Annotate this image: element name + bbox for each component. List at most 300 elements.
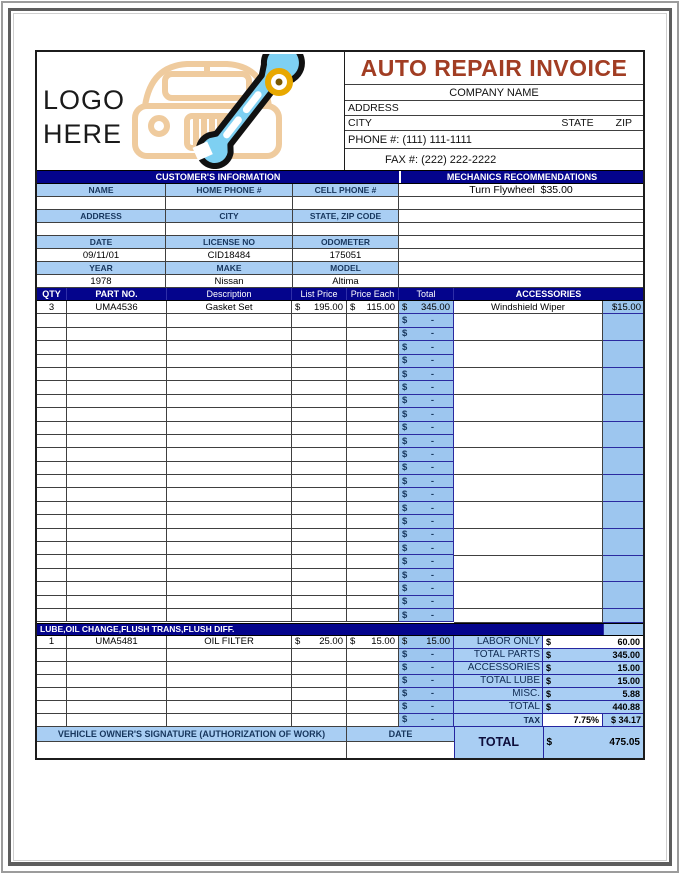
description-cell[interactable] [167, 555, 292, 568]
description-cell[interactable] [167, 515, 292, 528]
amount-value: - [430, 408, 434, 420]
currency-symbol: $ [402, 649, 408, 661]
accessory-price-cell[interactable] [603, 609, 643, 622]
qty-cell[interactable] [37, 529, 67, 542]
qty-cell[interactable] [37, 688, 67, 701]
part-no-header: PART NO. [67, 288, 167, 300]
accessory-empty-row [454, 395, 643, 422]
price-each-cell[interactable] [347, 448, 399, 461]
total-cell[interactable] [399, 301, 454, 314]
year-value-cell[interactable]: 1978 [37, 275, 166, 288]
currency-symbol: $ [402, 408, 408, 420]
total-cell[interactable] [399, 314, 454, 327]
model-value-cell[interactable]: Altima [293, 275, 399, 288]
mechanics-empty-cell[interactable] [399, 210, 643, 223]
description-cell[interactable] [167, 368, 292, 381]
qty-cell[interactable] [37, 596, 67, 609]
total-cell[interactable] [399, 714, 454, 727]
accessory-name-cell[interactable] [454, 448, 603, 475]
total-cell[interactable] [399, 569, 454, 582]
parts-header-band [37, 288, 643, 301]
currency-symbol: $ [402, 489, 408, 501]
signature-input-cell[interactable] [37, 742, 347, 758]
description-cell[interactable] [167, 675, 292, 688]
part-no-cell[interactable] [67, 435, 167, 448]
mechanics-empty-cell[interactable] [399, 236, 643, 249]
accessory-price-cell[interactable] [603, 556, 643, 583]
total-cell[interactable] [399, 355, 454, 368]
part-no-cell[interactable] [67, 675, 167, 688]
accessory-name-cell[interactable] [454, 582, 603, 609]
qty-cell[interactable] [37, 368, 67, 381]
list-price-cell[interactable] [292, 649, 347, 662]
total-cell[interactable] [399, 328, 454, 341]
license-label: LICENSE NO [166, 236, 293, 249]
list-price-cell[interactable] [292, 475, 347, 488]
description-cell[interactable] [167, 448, 292, 461]
list-price-cell[interactable] [292, 314, 347, 327]
qty-cell[interactable] [37, 714, 67, 727]
make-value-cell[interactable]: Nissan [166, 275, 293, 288]
qty-cell[interactable] [37, 435, 67, 448]
description-cell[interactable] [167, 569, 292, 582]
amount-value: - [430, 662, 434, 674]
list-price-cell[interactable] [292, 502, 347, 515]
list-price-cell[interactable] [292, 422, 347, 435]
description-cell[interactable] [167, 422, 292, 435]
mechanics-band: MECHANICS RECOMMENDATIONS [399, 171, 643, 183]
price-each-cell[interactable] [347, 596, 399, 609]
part-no-cell[interactable] [67, 596, 167, 609]
lube-empty-row [37, 701, 454, 714]
total-cell[interactable] [399, 675, 454, 688]
mechanics-empty-cell[interactable] [399, 275, 643, 288]
part-no-cell[interactable] [67, 475, 167, 488]
currency-symbol: $ [295, 636, 301, 648]
accessory-name-cell[interactable] [454, 529, 603, 556]
qty-cell[interactable]: 3 [37, 301, 67, 314]
description-cell[interactable] [167, 596, 292, 609]
accessory-name-cell[interactable]: Windshield Wiper [454, 301, 603, 314]
part-no-cell[interactable] [67, 328, 167, 341]
currency-symbol: $ [402, 341, 408, 353]
price-each-cell[interactable] [347, 395, 399, 408]
qty-cell[interactable] [37, 662, 67, 675]
qty-cell[interactable] [37, 328, 67, 341]
part-no-cell[interactable] [67, 649, 167, 662]
part-no-cell[interactable] [67, 422, 167, 435]
description-cell[interactable] [167, 488, 292, 501]
part-no-cell[interactable] [67, 542, 167, 555]
description-cell[interactable] [167, 341, 292, 354]
price-each-cell[interactable] [347, 301, 399, 314]
price-each-cell[interactable] [347, 355, 399, 368]
price-each-cell[interactable] [347, 488, 399, 501]
part-no-cell[interactable] [67, 569, 167, 582]
description-cell[interactable] [167, 609, 292, 622]
cell-phone-input-cell[interactable] [293, 197, 399, 210]
logo-line2: HERE [43, 118, 123, 149]
part-no-cell[interactable] [67, 381, 167, 394]
list-price-cell[interactable] [292, 328, 347, 341]
signature-input-row [37, 742, 454, 758]
qty-cell[interactable] [37, 502, 67, 515]
summary-value[interactable] [543, 662, 643, 675]
list-price-cell[interactable] [292, 701, 347, 714]
price-each-cell[interactable] [347, 609, 399, 622]
price-each-cell[interactable] [347, 701, 399, 714]
page-title: AUTO REPAIR INVOICE [360, 54, 628, 81]
price-each-cell[interactable] [347, 475, 399, 488]
qty-cell[interactable] [37, 448, 67, 461]
parts-empty-row [37, 328, 454, 341]
signature-label: VEHICLE OWNER'S SIGNATURE (AUTHORIZATION OF WORK) [37, 727, 347, 742]
total-cell[interactable] [399, 448, 454, 461]
price-each-cell[interactable] [347, 675, 399, 688]
list-price-cell[interactable] [292, 675, 347, 688]
price-each-cell[interactable] [347, 582, 399, 595]
amount-value: 15.00 [617, 662, 640, 673]
summary-value[interactable] [543, 636, 643, 649]
total-cell[interactable] [399, 688, 454, 701]
qty-cell[interactable] [37, 462, 67, 475]
total-cell[interactable] [399, 435, 454, 448]
mechanics-empty-cell[interactable] [399, 249, 643, 262]
description-cell[interactable]: Gasket Set [167, 301, 292, 314]
total-cell[interactable] [399, 649, 454, 662]
logo-box[interactable] [37, 52, 345, 170]
qty-cell[interactable] [37, 422, 67, 435]
currency-symbol: $ [402, 448, 408, 460]
price-each-cell[interactable] [347, 341, 399, 354]
currency-symbol: $ [402, 422, 408, 434]
accessory-price-cell[interactable] [603, 422, 643, 449]
total-cell[interactable] [399, 488, 454, 501]
price-each-cell[interactable] [347, 368, 399, 381]
odometer-value-cell[interactable]: 175051 [293, 249, 399, 262]
grand-total-value[interactable] [544, 727, 643, 758]
part-no-cell[interactable] [67, 448, 167, 461]
total-cell[interactable] [399, 422, 454, 435]
summary-value[interactable] [543, 688, 643, 701]
qty-cell[interactable] [37, 675, 67, 688]
price-each-cell[interactable] [347, 529, 399, 542]
mechanics-recommendation-cell[interactable]: Turn Flywheel $35.00 [399, 184, 643, 197]
price-each-cell[interactable] [347, 408, 399, 421]
total-cell[interactable] [399, 475, 454, 488]
qty-cell[interactable] [37, 555, 67, 568]
tax-amount-cell[interactable]: $ 34.17 [603, 714, 643, 727]
total-cell[interactable] [399, 408, 454, 421]
list-price-cell[interactable] [292, 596, 347, 609]
summary-value[interactable] [543, 649, 643, 662]
qty-cell[interactable] [37, 488, 67, 501]
summary-value[interactable] [543, 701, 643, 714]
total-cell[interactable] [399, 341, 454, 354]
list-price-cell[interactable] [292, 515, 347, 528]
list-price-header: List Price [292, 288, 347, 300]
amount-value: 15.00 [426, 636, 450, 648]
total-cell[interactable] [399, 395, 454, 408]
part-no-cell[interactable] [67, 502, 167, 515]
total-cell[interactable] [399, 502, 454, 515]
parts-empty-row [37, 515, 454, 528]
qty-cell[interactable] [37, 569, 67, 582]
accessory-price-cell[interactable] [603, 582, 643, 609]
price-each-cell[interactable] [347, 714, 399, 727]
qty-cell[interactable] [37, 701, 67, 714]
part-no-cell[interactable] [67, 341, 167, 354]
part-no-cell[interactable] [67, 662, 167, 675]
accessory-price-cell[interactable] [603, 395, 643, 422]
total-cell[interactable] [399, 529, 454, 542]
part-no-cell[interactable] [67, 582, 167, 595]
company-phone-cell[interactable]: PHONE #: (111) 111-1111 [345, 131, 643, 149]
accessory-name-cell[interactable] [454, 502, 603, 529]
description-cell[interactable] [167, 714, 292, 727]
lube-empty-row [37, 714, 454, 727]
price-each-cell[interactable] [347, 636, 399, 649]
accessory-name-cell[interactable] [454, 609, 603, 622]
price-each-cell[interactable] [347, 649, 399, 662]
part-no-cell[interactable] [67, 515, 167, 528]
qty-cell[interactable] [37, 341, 67, 354]
qty-cell[interactable] [37, 408, 67, 421]
amount-value: 115.00 [366, 301, 395, 313]
address-input-cell[interactable] [37, 223, 166, 236]
part-no-cell[interactable] [67, 609, 167, 622]
qty-cell[interactable]: 1 [37, 636, 67, 649]
part-no-cell[interactable] [67, 395, 167, 408]
description-cell[interactable]: OIL FILTER [167, 636, 292, 649]
currency-symbol: $ [402, 701, 408, 713]
amount-value: - [430, 489, 434, 501]
price-each-cell[interactable] [347, 502, 399, 515]
license-value-cell[interactable]: CID18484 [166, 249, 293, 262]
qty-cell[interactable] [37, 609, 67, 622]
price-each-cell[interactable] [347, 328, 399, 341]
list-price-cell[interactable] [292, 529, 347, 542]
part-no-cell[interactable] [67, 714, 167, 727]
total-cell[interactable] [399, 368, 454, 381]
tax-row [454, 714, 643, 727]
price-each-cell[interactable] [347, 314, 399, 327]
date-input-cell[interactable] [347, 742, 454, 758]
list-price-cell[interactable] [292, 301, 347, 314]
accessory-name-cell[interactable] [454, 314, 603, 341]
parts-empty-row [37, 582, 454, 595]
total-cell[interactable] [399, 555, 454, 568]
description-cell[interactable] [167, 688, 292, 701]
price-each-cell[interactable] [347, 515, 399, 528]
accessory-empty-row [454, 314, 643, 341]
part-no-cell[interactable] [67, 701, 167, 714]
total-cell[interactable] [399, 542, 454, 555]
accessory-price-cell[interactable] [603, 314, 643, 341]
description-cell[interactable] [167, 582, 292, 595]
accessory-name-cell[interactable] [454, 556, 603, 583]
accessory-name-cell[interactable] [454, 422, 603, 449]
part-no-cell[interactable] [67, 355, 167, 368]
description-cell[interactable] [167, 314, 292, 327]
qty-cell[interactable] [37, 381, 67, 394]
list-price-cell[interactable] [292, 408, 347, 421]
description-cell[interactable] [167, 408, 292, 421]
total-cell[interactable] [399, 596, 454, 609]
description-cell[interactable] [167, 662, 292, 675]
list-price-cell[interactable] [292, 341, 347, 354]
customer-value-row-3 [37, 249, 643, 262]
currency-symbol: $ [546, 675, 552, 686]
list-price-cell[interactable] [292, 569, 347, 582]
total-cell[interactable] [399, 701, 454, 714]
description-cell[interactable] [167, 395, 292, 408]
price-each-cell[interactable] [347, 662, 399, 675]
total-cell[interactable] [399, 462, 454, 475]
list-price-cell[interactable] [292, 395, 347, 408]
home-phone-input-cell[interactable] [166, 197, 293, 210]
price-each-cell[interactable] [347, 435, 399, 448]
accessory-price-cell[interactable] [603, 341, 643, 368]
list-price-cell[interactable] [292, 609, 347, 622]
qty-cell[interactable] [37, 355, 67, 368]
part-no-cell[interactable] [67, 462, 167, 475]
description-cell[interactable] [167, 355, 292, 368]
accessory-price-cell[interactable] [603, 529, 643, 556]
company-address-cell[interactable]: ADDRESS [345, 101, 643, 116]
company-fax-cell[interactable]: FAX #: (222) 222-2222 [385, 153, 497, 166]
accessory-name-cell[interactable] [454, 475, 603, 502]
total-cell[interactable] [399, 662, 454, 675]
currency-symbol: $ [402, 328, 408, 340]
list-price-cell[interactable] [292, 636, 347, 649]
accessory-price-cell[interactable] [603, 448, 643, 475]
part-no-cell[interactable] [67, 529, 167, 542]
description-cell[interactable] [167, 475, 292, 488]
list-price-cell[interactable] [292, 582, 347, 595]
accessory-name-cell[interactable] [454, 368, 603, 395]
qty-cell[interactable] [37, 314, 67, 327]
mechanics-empty-cell[interactable] [399, 223, 643, 236]
description-cell[interactable] [167, 542, 292, 555]
description-cell[interactable] [167, 435, 292, 448]
accessory-price-cell[interactable] [603, 502, 643, 529]
price-each-cell[interactable] [347, 381, 399, 394]
amount-value: - [430, 382, 434, 394]
part-no-cell[interactable] [67, 368, 167, 381]
mechanics-empty-cell[interactable] [399, 197, 643, 210]
description-cell[interactable] [167, 529, 292, 542]
zip-label: ZIP [615, 117, 632, 129]
price-each-cell[interactable] [347, 422, 399, 435]
part-no-cell[interactable]: UMA5481 [67, 636, 167, 649]
list-price-cell[interactable] [292, 662, 347, 675]
qty-cell[interactable] [37, 515, 67, 528]
list-price-cell[interactable] [292, 381, 347, 394]
description-cell[interactable] [167, 462, 292, 475]
invoice-sheet [35, 50, 645, 760]
list-price-cell[interactable] [292, 714, 347, 727]
parts-empty-row [37, 355, 454, 368]
amount-value: - [430, 714, 434, 726]
total-cell[interactable] [399, 609, 454, 622]
tax-rate-cell[interactable]: 7.75% [543, 714, 603, 727]
company-city-cell[interactable] [345, 116, 643, 131]
price-each-cell[interactable] [347, 688, 399, 701]
amount-value: 5.88 [622, 688, 640, 699]
total-cell[interactable] [399, 381, 454, 394]
price-each-cell[interactable] [347, 569, 399, 582]
mechanics-empty-cell[interactable] [399, 262, 643, 275]
part-no-cell[interactable]: UMA4536 [67, 301, 167, 314]
description-cell[interactable] [167, 701, 292, 714]
description-cell[interactable] [167, 649, 292, 662]
parts-acc-rows [454, 301, 643, 623]
price-each-cell[interactable] [347, 462, 399, 475]
summary-label: MISC. [454, 688, 543, 701]
city-input-cell[interactable] [166, 223, 293, 236]
accessory-empty-row [454, 341, 643, 368]
description-cell[interactable] [167, 502, 292, 515]
list-price-cell[interactable] [292, 355, 347, 368]
price-each-cell[interactable] [347, 542, 399, 555]
list-price-cell[interactable] [292, 368, 347, 381]
total-cell[interactable] [399, 636, 454, 649]
accessory-name-cell[interactable] [454, 395, 603, 422]
qty-cell[interactable] [37, 582, 67, 595]
part-no-cell[interactable] [67, 555, 167, 568]
list-price-cell[interactable] [292, 435, 347, 448]
accessory-price-cell[interactable]: $15.00 [603, 301, 643, 314]
amount-value: - [430, 368, 434, 380]
address-label: ADDRESS [37, 210, 166, 223]
description-cell[interactable] [167, 328, 292, 341]
accessory-price-cell[interactable] [603, 475, 643, 502]
qty-cell[interactable] [37, 475, 67, 488]
total-cell[interactable] [399, 515, 454, 528]
price-each-cell[interactable] [347, 555, 399, 568]
accessory-price-cell[interactable] [603, 368, 643, 395]
cell-phone-label: CELL PHONE # [293, 184, 399, 197]
part-no-cell[interactable] [67, 488, 167, 501]
part-no-cell[interactable] [67, 314, 167, 327]
total-cell[interactable] [399, 582, 454, 595]
part-no-cell[interactable] [67, 408, 167, 421]
list-price-cell[interactable] [292, 448, 347, 461]
qty-cell[interactable] [37, 542, 67, 555]
parts-empty-row [37, 422, 454, 435]
lube-summary-section [37, 636, 643, 727]
date-value-cell[interactable]: 09/11/01 [37, 249, 166, 262]
name-input-cell[interactable] [37, 197, 166, 210]
part-no-cell[interactable] [67, 688, 167, 701]
list-price-cell[interactable] [292, 542, 347, 555]
qty-cell[interactable] [37, 395, 67, 408]
company-name-cell[interactable]: COMPANY NAME [345, 85, 643, 101]
list-price-cell[interactable] [292, 488, 347, 501]
list-price-cell[interactable] [292, 555, 347, 568]
list-price-cell[interactable] [292, 462, 347, 475]
signature-area [37, 727, 454, 758]
description-cell[interactable] [167, 381, 292, 394]
accessory-name-cell[interactable] [454, 341, 603, 368]
summary-value[interactable] [543, 675, 643, 688]
list-price-cell[interactable] [292, 688, 347, 701]
qty-cell[interactable] [37, 649, 67, 662]
summary-label: ACCESSORIES [454, 662, 543, 675]
amount-value: - [430, 701, 434, 713]
state-zip-input-cell[interactable] [293, 223, 399, 236]
